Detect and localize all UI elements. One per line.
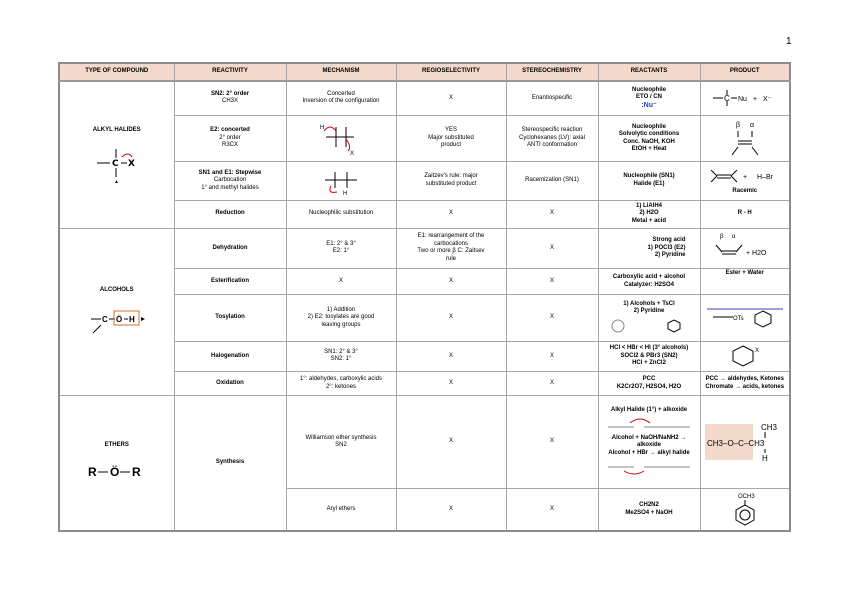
beta-label: β bbox=[735, 121, 740, 129]
hbr-label: H–Br bbox=[756, 174, 773, 182]
water-label: + H2O bbox=[745, 250, 767, 258]
text: Conc. NaOH, KOH bbox=[623, 138, 675, 145]
svg-text:▲: ▲ bbox=[113, 178, 119, 183]
text: K2Cr2O7, H2SO4, H2O bbox=[616, 383, 682, 390]
text: Strong acid bbox=[652, 237, 686, 244]
ah-e2-product bbox=[700, 115, 790, 161]
text: Solvolytic conditions bbox=[618, 131, 680, 137]
ether-williamson-product bbox=[700, 396, 790, 489]
ah-reduction-mechanism: Nucleophilic substitution bbox=[286, 200, 396, 228]
svg-text:+: + bbox=[742, 174, 747, 182]
alc-halogenation-mechanism bbox=[286, 341, 396, 371]
text: alkoxide bbox=[636, 442, 661, 449]
text: Halide (E1) bbox=[633, 180, 665, 187]
text: HCl + ZnCl2 bbox=[632, 360, 666, 367]
text: CH2N2 bbox=[639, 502, 659, 509]
alc-halogenation-regio: X bbox=[396, 341, 506, 371]
alc-tosylation-regio: X bbox=[396, 295, 506, 341]
text: EtOH + Heat bbox=[631, 146, 667, 152]
racemic-label: Racemic bbox=[732, 188, 758, 195]
alc-oxidation-mechanism bbox=[286, 372, 396, 396]
type-label: ALKYL HALIDES bbox=[92, 127, 141, 134]
ah-reduction-regio: X bbox=[396, 200, 506, 228]
ether-structure-icon bbox=[82, 458, 152, 484]
ether-williamson-reactants bbox=[598, 396, 700, 489]
alc-esterification-regio: X bbox=[396, 269, 506, 295]
ether-formula-label: CH3–O–C–CH3 bbox=[706, 439, 764, 449]
alc-tosylation-reactants bbox=[598, 295, 700, 341]
alc-tosylation-mechanism bbox=[286, 295, 396, 341]
ether-aryl-regio: X bbox=[396, 489, 506, 531]
text: 1° and methyl halides bbox=[201, 184, 259, 191]
header-row bbox=[59, 63, 790, 81]
type-label: ALCOHOLS bbox=[99, 287, 134, 294]
beta-label: β bbox=[719, 234, 724, 241]
x-label: X bbox=[350, 150, 355, 157]
text: E2: 1° bbox=[332, 248, 350, 255]
ah-e2-reactants bbox=[598, 115, 700, 161]
text: SN2: 1° bbox=[330, 356, 352, 363]
racemic-product-icon bbox=[705, 166, 785, 188]
text: 1) POCl3 (E2) bbox=[647, 244, 686, 251]
alc-dehydration-product bbox=[700, 228, 790, 268]
alkyl-halide-structure-icon bbox=[92, 143, 142, 183]
ah-e2-regio bbox=[396, 115, 506, 161]
alc-halogenation-reactivity: Halogenation bbox=[174, 341, 286, 371]
text: :Nu⁻ bbox=[641, 101, 657, 109]
text: 2) H2O bbox=[639, 210, 659, 217]
ah-reduction-reactants bbox=[598, 200, 700, 228]
alc-dehydration-regio bbox=[396, 228, 506, 268]
type-alkyl-halides bbox=[59, 81, 174, 228]
alc-esterification-reactivity: Esterification bbox=[174, 269, 286, 295]
svg-text:R: R bbox=[131, 464, 141, 479]
type-label: ETHERS bbox=[104, 442, 129, 449]
text: leaving groups bbox=[321, 321, 361, 328]
alc-tosylation-reactivity: Tosylation bbox=[174, 295, 286, 341]
ah-sn2-mechanism bbox=[286, 81, 396, 115]
h-label: H bbox=[343, 190, 348, 196]
alc-halogenation-product bbox=[700, 341, 790, 371]
alc-esterification-stereo: X bbox=[506, 269, 598, 295]
ah-sn2-stereo: Enantiospecific bbox=[506, 81, 598, 115]
x-label: X bbox=[754, 348, 759, 355]
alc-oxidation-regio: X bbox=[396, 372, 506, 396]
h-label: H bbox=[320, 124, 325, 131]
ots-label: OTs bbox=[732, 316, 744, 323]
text: Concerted bbox=[327, 90, 355, 97]
ether-synthesis-reactivity: Synthesis bbox=[174, 396, 286, 531]
ah-sn1-product bbox=[700, 162, 790, 200]
ah-sn1-mechanism bbox=[286, 162, 396, 200]
text: Nucleophile bbox=[631, 123, 666, 130]
table-row bbox=[59, 396, 790, 489]
alc-oxidation-reactants bbox=[598, 372, 700, 396]
svg-text:C: C bbox=[723, 94, 730, 104]
text: Alcohol + NaOH/NaNH2 → bbox=[611, 434, 687, 441]
text: 1) Addition bbox=[326, 306, 356, 313]
ah-sn1-regio bbox=[396, 162, 506, 200]
svg-text:C: C bbox=[101, 314, 108, 324]
text: ETO / CN bbox=[636, 94, 662, 101]
ah-e2-stereo bbox=[506, 115, 598, 161]
text: Metal + acid bbox=[631, 217, 667, 224]
text: E1: rearrangement of the bbox=[417, 233, 485, 240]
header-stereochemistry: STEREOCHEMISTRY bbox=[506, 63, 598, 81]
alkene-water-product-icon bbox=[710, 231, 780, 265]
text: 1) Alcohols + TsCl bbox=[623, 300, 675, 307]
alc-oxidation-reactivity: Oxidation bbox=[174, 372, 286, 396]
alc-tosylation-stereo: X bbox=[506, 295, 598, 341]
svg-text:+: + bbox=[752, 96, 757, 104]
alc-halogenation-stereo: X bbox=[506, 341, 598, 371]
svg-text:Ö: Ö bbox=[115, 314, 122, 324]
svg-text:X: X bbox=[127, 158, 135, 169]
text: E2: concerted bbox=[210, 127, 250, 134]
alpha-label: α bbox=[731, 234, 736, 241]
alkene-product-icon bbox=[720, 119, 770, 159]
ah-sn2-reactants bbox=[598, 81, 700, 115]
text: Chromate → acids, ketones bbox=[705, 383, 785, 390]
nu-label: Nu bbox=[737, 96, 747, 104]
text: SN1 and E1: Stepwise bbox=[198, 169, 262, 176]
tosyl-pyridine-icon bbox=[604, 316, 694, 336]
hbr-reaction-diagram-icon bbox=[604, 457, 694, 477]
text: 1°: aldehydes, carboxylic acids bbox=[299, 376, 383, 383]
text: 2) E2: tosylates are good bbox=[307, 314, 375, 321]
text: E1: 2° & 3° bbox=[326, 240, 356, 247]
text: Stereospecific reaction bbox=[521, 127, 583, 134]
ether-product-icon bbox=[703, 420, 789, 464]
text: 2) Pyridine bbox=[633, 308, 665, 315]
text: SN2 bbox=[335, 442, 347, 449]
e2-mechanism-diagram-icon bbox=[306, 119, 376, 159]
ah-sn1-reactants bbox=[598, 162, 700, 200]
header-product: PRODUCT bbox=[700, 63, 790, 81]
text: Carboxylic acid + alcohol bbox=[612, 274, 686, 281]
ah-reduction-reactivity: Reduction bbox=[174, 200, 286, 228]
text: CH3X bbox=[221, 98, 238, 105]
carbocation-diagram-icon bbox=[311, 166, 371, 196]
text: SN1: 2° & 3° bbox=[324, 348, 358, 355]
ah-sn2-product bbox=[700, 81, 790, 115]
type-ethers bbox=[59, 396, 174, 531]
text: Williamson ether synthesis bbox=[305, 434, 377, 441]
reaction-summary-table bbox=[58, 62, 791, 532]
alc-esterification-reactants bbox=[598, 269, 700, 295]
page-number: 1 bbox=[786, 36, 792, 47]
alc-dehydration-mechanism bbox=[286, 228, 396, 268]
text: 2°: ketones bbox=[325, 383, 357, 390]
ch3-label: CH3 bbox=[760, 423, 777, 433]
text: HCl < HBr < HI (3° alcohols) bbox=[609, 345, 689, 352]
ah-sn2-reactivity bbox=[174, 81, 286, 115]
svg-text:Ö: Ö bbox=[109, 464, 120, 479]
ether-williamson-mechanism bbox=[286, 396, 396, 489]
header-reactants: REACTANTS bbox=[598, 63, 700, 81]
text: PCC → aldehydes, Ketones bbox=[705, 376, 784, 383]
text: 2° order bbox=[219, 134, 241, 141]
tosylate-product-icon bbox=[703, 303, 787, 333]
h-label: H bbox=[761, 454, 768, 464]
ether-aryl-reactants bbox=[598, 489, 700, 531]
svg-text:C: C bbox=[111, 158, 119, 169]
ah-sn1-stereo: Racemization (SN1) bbox=[506, 162, 598, 200]
svg-text:R: R bbox=[87, 464, 97, 479]
text: Alkyl Halide (1°) + alkoxide bbox=[610, 407, 688, 414]
alcohol-structure-icon bbox=[87, 303, 147, 337]
text: 2) Pyridine bbox=[654, 252, 686, 259]
och3-label: OCH3 bbox=[737, 493, 755, 500]
text: ANTI conformation bbox=[526, 142, 578, 149]
text: Zaitzev's rule: major bbox=[424, 173, 478, 180]
header-mechanism: MECHANISM bbox=[286, 63, 396, 81]
alc-dehydration-reactants bbox=[598, 228, 700, 268]
text: carbocations bbox=[433, 240, 469, 247]
text: Carbocation bbox=[213, 177, 247, 184]
ether-williamson-stereo: X bbox=[506, 396, 598, 489]
text: Catalyzer: H2SO4 bbox=[623, 281, 675, 288]
text: Nucleophile bbox=[631, 86, 666, 93]
text: Major substituted bbox=[428, 134, 474, 141]
header-regioselectivity: REGIOSELECTIVITY bbox=[396, 63, 506, 81]
header-reactivity: REACTIVITY bbox=[174, 63, 286, 81]
alc-tosylation-product bbox=[700, 295, 790, 341]
alc-halogenation-reactants bbox=[598, 341, 700, 371]
text: YES bbox=[444, 127, 457, 134]
table-row bbox=[59, 228, 790, 268]
alc-oxidation-product bbox=[700, 372, 790, 396]
alc-dehydration-reactivity: Dehydration bbox=[174, 228, 286, 268]
alc-esterification-product: Ester + Water bbox=[700, 269, 790, 295]
text: Inversion of the configuration bbox=[302, 98, 380, 105]
ah-sn1-reactivity bbox=[174, 162, 286, 200]
text: Cyclohexanes (LV): axial bbox=[519, 134, 585, 141]
alc-esterification-mechanism: X bbox=[286, 269, 396, 295]
text: Alcohol + HBr → alkyl halide bbox=[608, 449, 690, 456]
ah-sn2-regio: X bbox=[396, 81, 506, 115]
type-alcohols bbox=[59, 228, 174, 395]
cyclohexyl-halide-icon bbox=[725, 343, 765, 369]
ah-e2-reactivity bbox=[174, 115, 286, 161]
x-minus-label: X⁻ bbox=[762, 96, 772, 104]
ether-aryl-stereo: X bbox=[506, 489, 598, 531]
svg-text:H: H bbox=[128, 314, 135, 324]
ah-reduction-stereo: X bbox=[506, 200, 598, 228]
text: product bbox=[440, 142, 461, 149]
text: 1) LiAlH4 bbox=[635, 202, 662, 209]
text: rule bbox=[445, 255, 456, 262]
anisole-structure-icon bbox=[725, 491, 765, 529]
sn2-product-structure-icon bbox=[705, 88, 785, 108]
header-type: TYPE OF COMPOUND bbox=[59, 63, 174, 81]
alc-dehydration-stereo: X bbox=[506, 228, 598, 268]
text: Me2SO4 + NaOH bbox=[625, 509, 673, 516]
text: Two or more β C: Zaitsev bbox=[417, 248, 485, 255]
text: PCC bbox=[642, 376, 656, 383]
ah-reduction-product: R - H bbox=[700, 200, 790, 228]
ah-e2-mechanism bbox=[286, 115, 396, 161]
text: SN2: 2° order bbox=[210, 90, 250, 97]
table-row bbox=[59, 81, 790, 115]
ether-williamson-regio: X bbox=[396, 396, 506, 489]
ether-aryl-mechanism: Aryl ethers bbox=[286, 489, 396, 531]
sn2-alkoxide-diagram-icon bbox=[604, 415, 694, 435]
text: SOCl2 & PBr3 (SN2) bbox=[620, 352, 678, 359]
alc-oxidation-stereo: X bbox=[506, 372, 598, 396]
ether-aryl-product bbox=[700, 489, 790, 531]
text: Nucleophile (SN1) bbox=[623, 173, 675, 180]
alpha-label: α bbox=[749, 121, 754, 129]
text: substituted product bbox=[425, 180, 477, 187]
text: R3CX bbox=[221, 142, 238, 149]
